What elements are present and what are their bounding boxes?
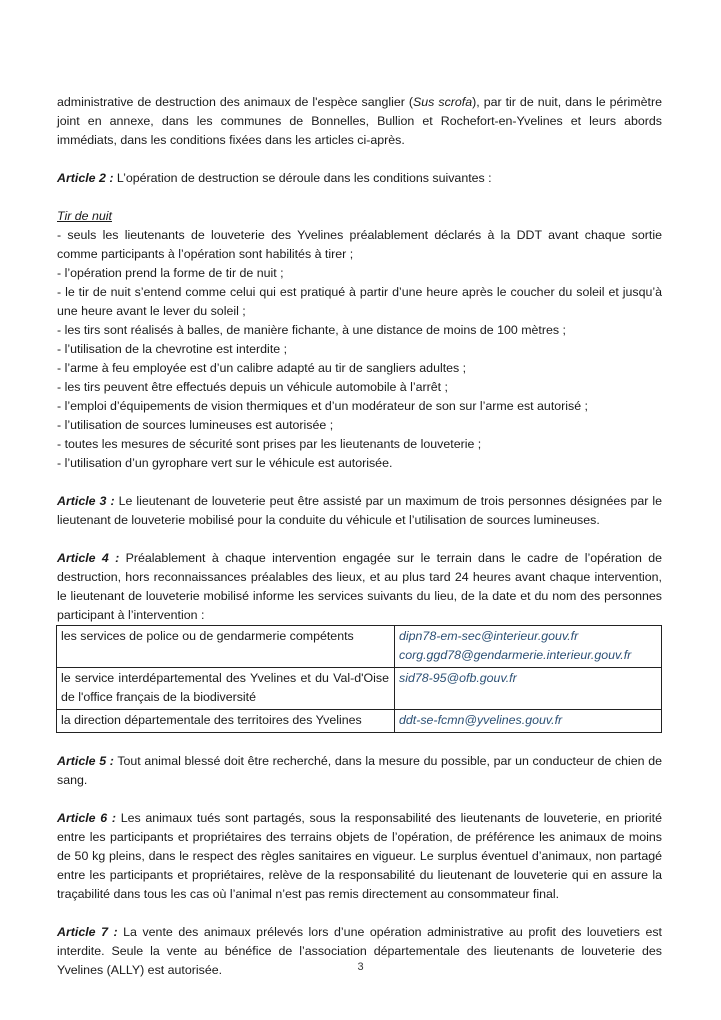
list-item: - l’utilisation de sources lumineuses est autorisée ;: [57, 418, 334, 432]
article-2: Article 2 : L’opération de destruction se déroule dans les conditions suivantes :: [57, 171, 492, 185]
article-7-label: Article 7 :: [57, 925, 118, 939]
species-name: Sus scrofa: [413, 95, 473, 109]
list-item: - l’opération prend la forme de tir de nuit ;: [57, 266, 284, 280]
article-3-label: Article 3 :: [57, 494, 115, 508]
list-item: - l’arme à feu employée est d’un calibre adapté au tir de sangliers adultes ;: [57, 361, 467, 375]
contacts-table: [56, 625, 662, 733]
table-row: [57, 710, 662, 733]
service-cell: le service interdépartemental des Yvelines et du Val-d'Oise de l'office français de la biodiversité: [57, 668, 395, 710]
document-page: [57, 93, 662, 980]
article-4-label: Article 4 :: [57, 551, 120, 565]
email-link[interactable]: sid78-95@ofb.gouv.fr: [399, 671, 517, 685]
list-item: - l’utilisation de la chevrotine est interdite ;: [57, 342, 288, 356]
email-link[interactable]: corg.ggd78@gendarmerie.interieur.gouv.fr: [399, 648, 632, 662]
article-2-label: Article 2 :: [57, 171, 114, 185]
article-6: Article 6 : Les animaux tués sont partagés, sous la responsabilité des lieutenants de louveterie, en priorité entre les participants et propriétaires des terrains objets de l’opération, de préférence les animaux de moins de 50 kg pleins, dans le respect des règles sanitaires en vigueur. Le surplus éventuel d’animaux, non partagé entre les participants et propriétaires, relève de la responsabilité du lieutenant de louveterie qui en assure la traçabilité dans tous les cas où l’animal n’est pas remis directement au consommateur final.: [57, 811, 663, 901]
email-cell: [395, 668, 662, 710]
email-link[interactable]: dipn78-em-sec@interieur.gouv.fr: [399, 629, 579, 643]
article-5-label: Article 5 :: [57, 754, 114, 768]
table-row: [57, 626, 662, 668]
page-number: 3: [357, 961, 364, 973]
email-link[interactable]: ddt-se-fcmn@yvelines.gouv.fr: [399, 713, 563, 727]
intro-paragraph: administrative de destruction des animaux de l'espèce sanglier (Sus scrofa), par tir de nuit, dans le périmètre joint en annexe, dans les communes de Bonnelles, Bullion et Rochefort-en-Yvelines et leurs abords immédiats, dans les conditions fixées dans les articles ci-après.: [57, 95, 662, 147]
article-5: Article 5 : Tout animal blessé doit être recherché, dans la mesure du possible, par un conducteur de chien de sang.: [57, 754, 662, 787]
list-item: - seuls les lieutenants de louveterie des Yvelines préalablement déclarés à la DDT avant chaque sortie comme participants à l’opération sont habilités à tirer ;: [57, 228, 662, 261]
article-6-label: Article 6 :: [57, 811, 116, 825]
subheading-tir-de-nuit: Tir de nuit: [57, 209, 112, 223]
list-item: - l’utilisation d’un gyrophare vert sur le véhicule est autorisée.: [57, 456, 393, 470]
list-item: - les tirs sont réalisés à balles, de manière fichante, à une distance de moins de 100 mètres ;: [57, 323, 566, 337]
list-item: - toutes les mesures de sécurité sont prises par les lieutenants de louveterie ;: [57, 437, 482, 451]
article-3: Article 3 : Le lieutenant de louveterie peut être assisté par un maximum de trois personnes désignées par le lieutenant de louveterie mobilisé pour la conduite du véhicule et l’utilisation de sources lumineuses.: [57, 494, 663, 527]
service-cell: les services de police ou de gendarmerie compétents: [57, 626, 395, 668]
list-item: - le tir de nuit s’entend comme celui qui est pratiqué à partir d’une heure après le coucher du soleil et jusqu’à une heure avant le lever du soleil ;: [57, 285, 662, 318]
list-item: - les tirs peuvent être effectués depuis un véhicule automobile à l’arrêt ;: [57, 380, 448, 394]
service-cell: la direction départementale des territoires des Yvelines: [57, 710, 395, 733]
email-cell: [395, 626, 662, 668]
article-7: Article 7 : La vente des animaux prélevés lors d’une opération administrative au profit des louvetiers est interdite. Seule la vente au bénéfice de l’association départementale des lieutenants de louveterie des Yvelines (ALLY) est autorisée.: [57, 925, 663, 977]
list-item: - l’emploi d’équipements de vision thermiques et d’un modérateur de son sur l’arme est autorisé ;: [57, 399, 589, 413]
article-4: Article 4 : Préalablement à chaque intervention engagée sur le terrain dans le cadre de l’opération de destruction, hors reconnaissances préalables des lieux, et au plus tard 24 heures avant chaque intervention, le lieutenant de louveterie mobilisé informe les services suivants du lieu, de la date et du nom des personnes participant à l’intervention :: [57, 551, 662, 622]
email-cell: [395, 710, 662, 733]
table-row: [57, 668, 662, 710]
